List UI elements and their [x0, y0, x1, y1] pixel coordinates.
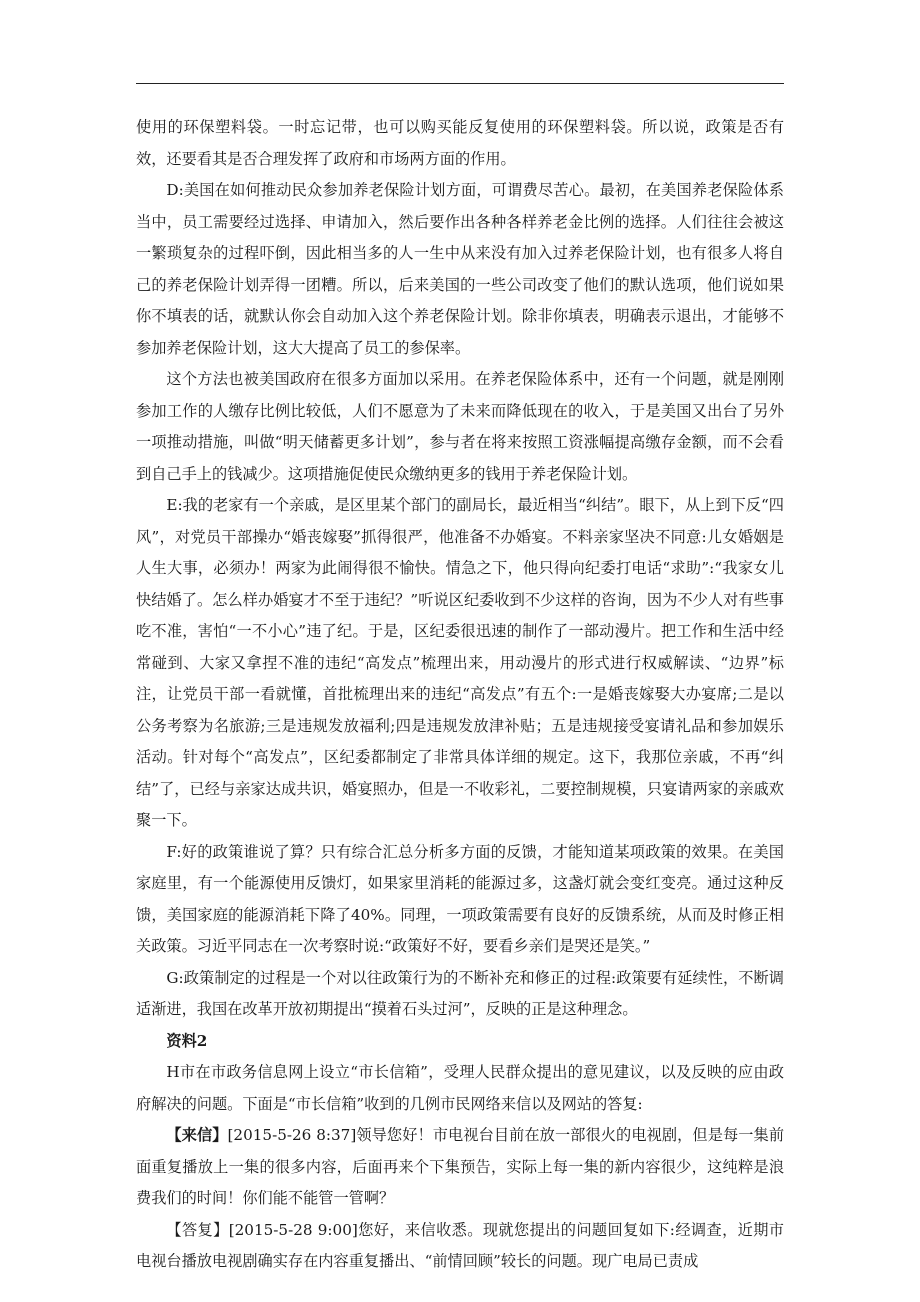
paragraph-g: G:政策制定的过程是一个对以往政策行为的不断补充和修正的过程:政策要有延续性，不断调适渐进，我国在改革开放初期提出“摸着石头过河”，反映的正是这种理念。	[136, 968, 784, 1018]
reply-body: [2015-5-28 9:00]您好，来信收悉。现就您提出的问题回复如下:经调查，近期市电视台播放电视剧确实存在内容重复播出、“前情回顾”较长的问题。现广电局已责成	[136, 1220, 784, 1270]
letter-body: [2015-5-26 8:37]领导您好！市电视台目前在放一部很火的电视剧，但是每一集前面重复播放上一集的很多内容，后面再来个下集预告，实际上每一集的新内容很少，这纯粹是浪费我们的时间！你们能不能管一管啊？	[136, 1126, 785, 1207]
intro-paragraph: H市在市政务信息网上设立“市长信箱”，受理人民群众提出的意见建议，以及反映的应由政府解决的问题。下面是“市长信箱”收到的几例市民网络来信以及网站的答复:	[136, 1063, 784, 1113]
reply-label: 【答复】	[166, 1220, 229, 1239]
paragraph-d-continued: 这个方法也被美国政府在很多方面加以采用。在养老保险体系中，还有一个问题，就是刚刚参加工作的人缴存比例比较低，人们不愿意为了未来而降低现在的收入，于是美国又出台了另外一项推动措施，叫做“明天储蓄更多计划”，参与者在将来按照工资涨幅提高缴存金额，而不会看到自己手上的钱减少。这项措施促使民众缴纳更多的钱用于养老保险计划。	[136, 370, 784, 483]
paragraph-e: E:我的老家有一个亲戚，是区里某个部门的副局长，最近相当“纠结”。眼下，从上到下反“四风”，对党员干部操办“婚丧嫁娶”抓得很严，他准备不办婚宴。不料亲家坚决不同意:儿女婚姻是人生大事，必须办！两家为此闹得很不愉快。情急之下，他只得向纪委打电话“求助”:“我家女儿快结婚了。怎么样办婚宴才不至于违纪？”听说区纪委收到不少这样的咨询，因为不少人对有些事吃不准，害怕“一不小心”违了纪。于是，区纪委很迅速的制作了一部动漫片。把工作和生活中经常碰到、大家又拿捏不准的违纪“高发点”梳理出来，用动漫片的形式进行权威解读、“边界”标注，让党员干部一看就懂，首批梳理出来的违纪“高发点”有五个:一是婚丧嫁娶大办宴席;二是以公务考察为名旅游;三是违规发放福利;四是违规发放津补贴；五是违规接受宴请礼品和参加娱乐活动。针对每个“高发点”，区纪委都制定了非常具体详细的规定。这下，我那位亲戚，不再“纠结”了，已经与亲家达成共识，婚宴照办，但是一不收彩礼，二要控制规模，只宴请两家的亲戚欢聚一下。	[136, 496, 784, 829]
document-body	[136, 112, 784, 1278]
paragraph-d: D:美国在如何推动民众参加养老保险计划方面，可谓费尽苦心。最初，在美国养老保险体系当中，员工需要经过选择、申请加入，然后要作出各种各样养老金比例的选择。人们往往会被这一繁琐复杂的过程吓倒，因此相当多的人一生中从来没有加入过养老保险计划，也有很多人将自己的养老保险计划弄得一团糟。所以，后来美国的一些公司改变了他们的默认选项，他们说如果你不填表的话，就默认你会自动加入这个养老保险计划。除非你填表，明确表示退出，才能够不参加养老保险计划，这大大提高了员工的参保率。	[136, 181, 784, 357]
letter-paragraph	[136, 1120, 784, 1215]
reply-paragraph	[136, 1215, 784, 1278]
section-heading: 资料2	[166, 1031, 208, 1050]
paragraph-f: F:好的政策谁说了算？只有综合汇总分析多方面的反馈，才能知道某项政策的效果。在美国家庭里，有一个能源使用反馈灯，如果家里消耗的能源过多，这盏灯就会变红变亮。通过这种反馈，美国家庭的能源消耗下降了40%。同理，一项政策需要有良好的反馈系统，从而及时修正相关政策。习近平同志在一次考察时说:“政策好不好，要看乡亲们是哭还是笑。”	[136, 842, 784, 955]
header-rule	[136, 83, 784, 84]
letter-label: 【来信】	[166, 1126, 228, 1144]
paragraph-continuation: 使用的环保塑料袋。一时忘记带，也可以购买能反复使用的环保塑料袋。所以说，政策是否有效，还要看其是否合理发挥了政府和市场两方面的作用。	[136, 118, 784, 168]
